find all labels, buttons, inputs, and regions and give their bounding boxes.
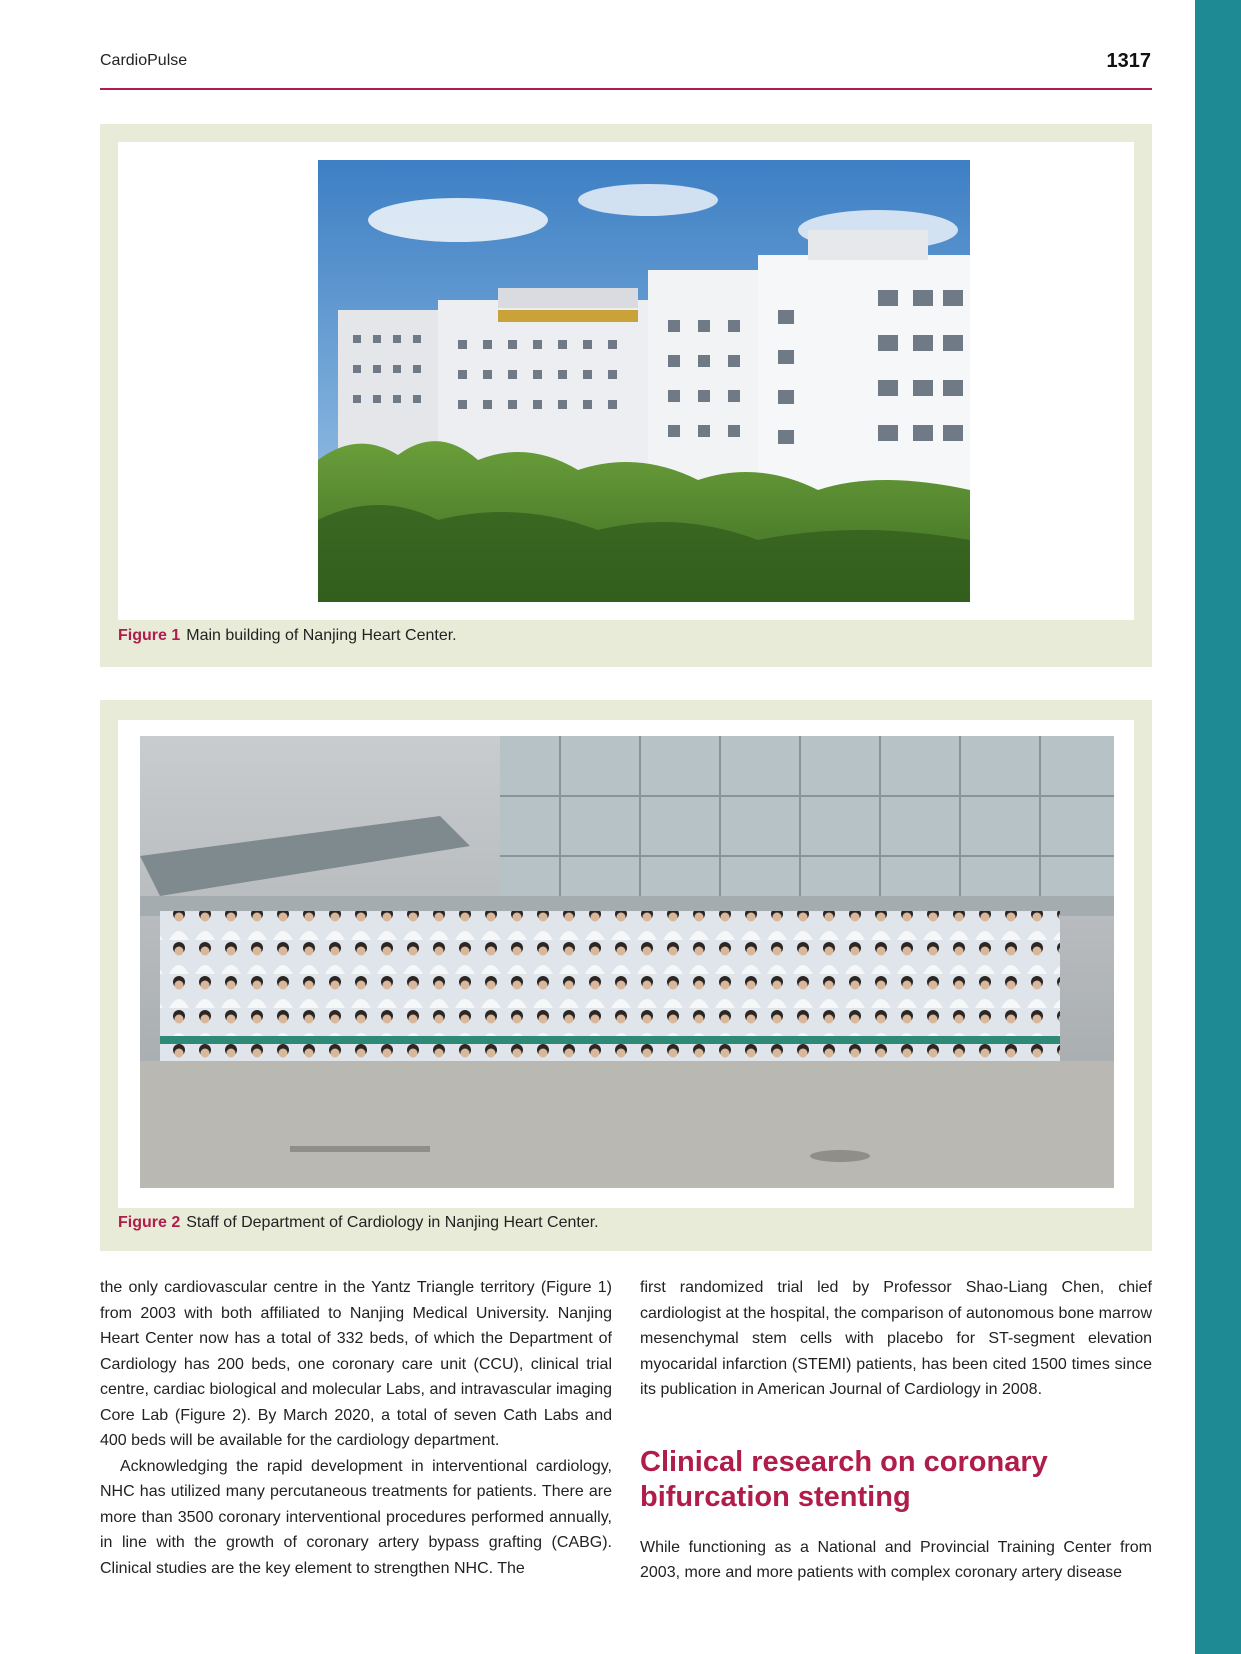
left-paragraph-1: the only cardiovascular centre in the Yantz Triangle territory (Figure 1) from 2003 with both affiliated to Nanjing Medical University. Nanjing Heart Center now has a total of 332 beds, of which the Department of Cardiology has 200 beds, one coronary care unit (CCU), clinical trial centre, cardiac biological and molecular Labs, and intravascular imaging Core Lab (Figure 2). By March 2020, a total of seven Cath Labs and 400 beds will be available for the cardiology department. [100,1279,612,1449]
page-number: 1317 [1106,50,1151,72]
figure-2-frame [118,720,1134,1208]
figure-1-frame [118,142,1134,620]
figure-2-label: Figure 2 [118,1214,181,1231]
figure-1-caption [118,627,457,645]
right-column [640,1275,1152,1586]
figure-2-caption-text: Staff of Department of Cardiology in Nanjing Heart Center. [186,1214,599,1231]
figure-1-caption-text: Main building of Nanjing Heart Center. [186,627,457,644]
figure-1-label: Figure 1 [118,627,181,644]
figure-2 [100,700,1152,1251]
hospital-building-photo [318,160,970,602]
header-rule [100,88,1152,90]
right-paragraph-2: While functioning as a National and Provincial Training Center from 2003, more and more patients with complex coronary artery disease [640,1538,1152,1581]
section-heading: Clinical research on coronary bifurcation stenting [640,1445,1048,1513]
staff-group-photo [140,736,1114,1188]
left-paragraph-2: Acknowledging the rapid development in interventional cardiology, NHC has utilized many percutaneous treatments for patients. There are more than 3500 coronary interventional procedures performed annually, in line with the growth of coronary artery bypass grafting (CABG). Clinical studies are the key element to strengthen NHC. The [100,1457,612,1577]
side-color-band [1195,0,1241,1654]
running-title: CardioPulse [100,52,188,69]
left-column [100,1275,612,1581]
right-paragraph-1: first randomized trial led by Professor Shao-Liang Chen, chief cardiologist at the hospital, the comparison of autonomous bone marrow mesenchymal stem cells with placebo for ST-segment elevation myocaridal infarction (STEMI) patients, has been cited 1500 times since its publication in American Journal of Cardiology in 2008. [640,1279,1152,1398]
figure-1 [100,124,1152,667]
figure-2-caption [118,1214,599,1232]
